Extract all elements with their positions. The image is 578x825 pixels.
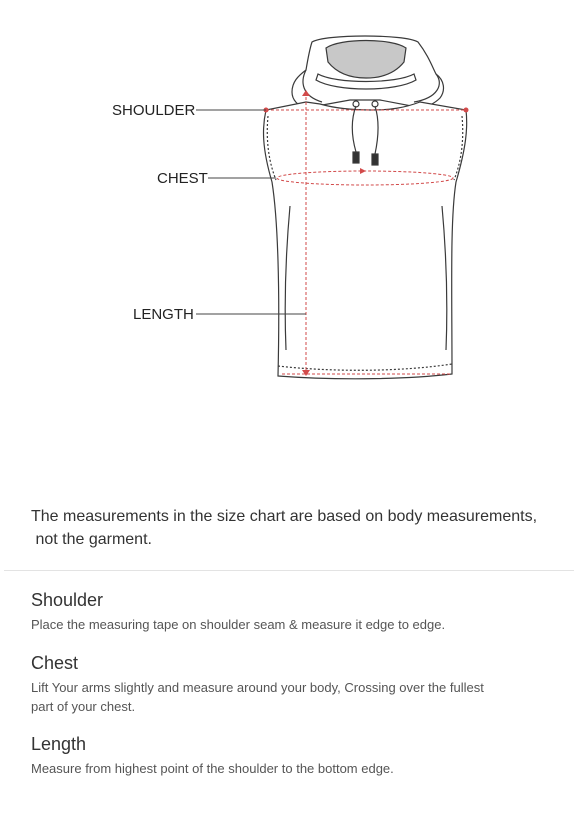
chest-description-line-2: part of your chest.	[31, 699, 136, 714]
drawstring-tip-right	[372, 154, 378, 165]
shoulder-instructions	[31, 589, 551, 634]
length-label: LENGTH	[133, 306, 194, 323]
chest-heading: Chest	[31, 653, 79, 673]
measurement-note	[31, 505, 561, 551]
body-outline	[264, 102, 467, 379]
length-instructions	[31, 733, 551, 778]
hoodie-hood	[292, 36, 443, 108]
length-description: Measure from highest point of the shoulder to the bottom edge.	[31, 761, 394, 776]
chest-instructions	[31, 652, 551, 716]
chest-label: CHEST	[157, 170, 208, 187]
measurement-note-line-2: not the garment.	[35, 531, 152, 548]
hoodie-body	[264, 102, 467, 379]
length-heading: Length	[31, 734, 87, 754]
chest-description	[31, 678, 551, 716]
drawstring-tip-left	[353, 152, 359, 163]
hoodie-measurement-diagram	[0, 0, 578, 400]
shoulder-label: SHOULDER	[112, 102, 196, 119]
chest-description-line-1: Lift Your arms slightly and measure around your body, Crossing over the fullest	[31, 680, 484, 695]
section-divider	[4, 570, 574, 571]
measurement-note-line-1: The measurements in the size chart are based on body measurements,	[31, 508, 538, 525]
shoulder-point-right	[464, 108, 469, 113]
shoulder-heading: Shoulder	[31, 590, 104, 610]
shoulder-description: Place the measuring tape on shoulder seam & measure it edge to edge.	[31, 617, 446, 632]
